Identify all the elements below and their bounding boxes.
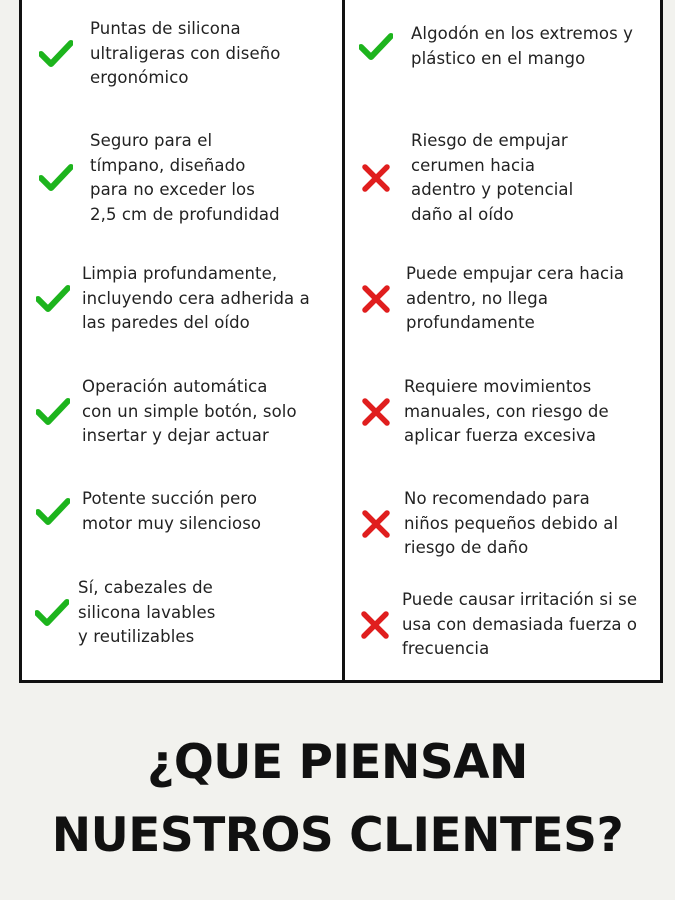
check-icon	[36, 40, 76, 68]
left-row-6	[34, 576, 339, 650]
left-row-text: Sí, cabezales de silicona lavables y reutilizables	[78, 578, 216, 646]
cross-icon	[356, 508, 396, 540]
left-row-1	[36, 17, 336, 91]
left-row-2	[36, 129, 336, 227]
right-row-1	[356, 22, 656, 71]
left-row-5	[34, 487, 339, 536]
section-heading-line-2: NUESTROS CLIENTES?	[51, 808, 624, 863]
check-icon	[356, 33, 396, 61]
section-heading-line-1: ¿QUE PIENSAN	[147, 735, 528, 790]
cross-icon	[356, 283, 396, 315]
cross-icon	[356, 162, 396, 194]
check-icon	[36, 164, 76, 192]
cross-icon	[356, 396, 396, 428]
left-row-text: Potente succión pero motor muy silencioso	[82, 489, 262, 533]
right-row-4	[356, 375, 661, 449]
cross-icon	[356, 609, 394, 641]
right-row-text: Requiere movimientos manuales, con riesgo de aplicar fuerza excesiva	[404, 377, 609, 445]
right-row-text: Algodón en los extremos y plástico en el mango	[411, 24, 634, 68]
right-row-text: Puede empujar cera hacia adentro, no llega profundamente	[406, 264, 625, 332]
left-row-text: Operación automática con un simple botón, solo insertar y dejar actuar	[82, 377, 297, 445]
check-icon	[34, 599, 70, 627]
right-row-text: Puede causar irritación si se usa con demasiada fuerza o frecuencia	[402, 590, 638, 658]
left-row-3	[34, 262, 339, 336]
right-row-5	[356, 487, 661, 561]
right-row-6	[356, 588, 661, 662]
left-row-4	[34, 375, 339, 449]
check-icon	[34, 398, 72, 426]
comparison-table	[19, 0, 663, 683]
right-row-2	[356, 129, 656, 227]
right-row-text: Riesgo de empujar cerumen hacia adentro y potencial daño al oído	[411, 131, 574, 224]
right-row-text: No recomendado para niños pequeños debido al riesgo de daño	[404, 489, 619, 557]
check-icon	[34, 498, 72, 526]
check-icon	[34, 285, 72, 313]
right-row-3	[356, 262, 661, 336]
left-row-text: Puntas de silicona ultraligeras con diseño ergonómico	[90, 19, 281, 87]
column-divider	[342, 0, 345, 680]
left-row-text: Limpia profundamente, incluyendo cera adherida a las paredes del oído	[82, 264, 310, 332]
left-row-text: Seguro para el tímpano, diseñado para no exceder los 2,5 cm de profundidad	[90, 131, 280, 224]
